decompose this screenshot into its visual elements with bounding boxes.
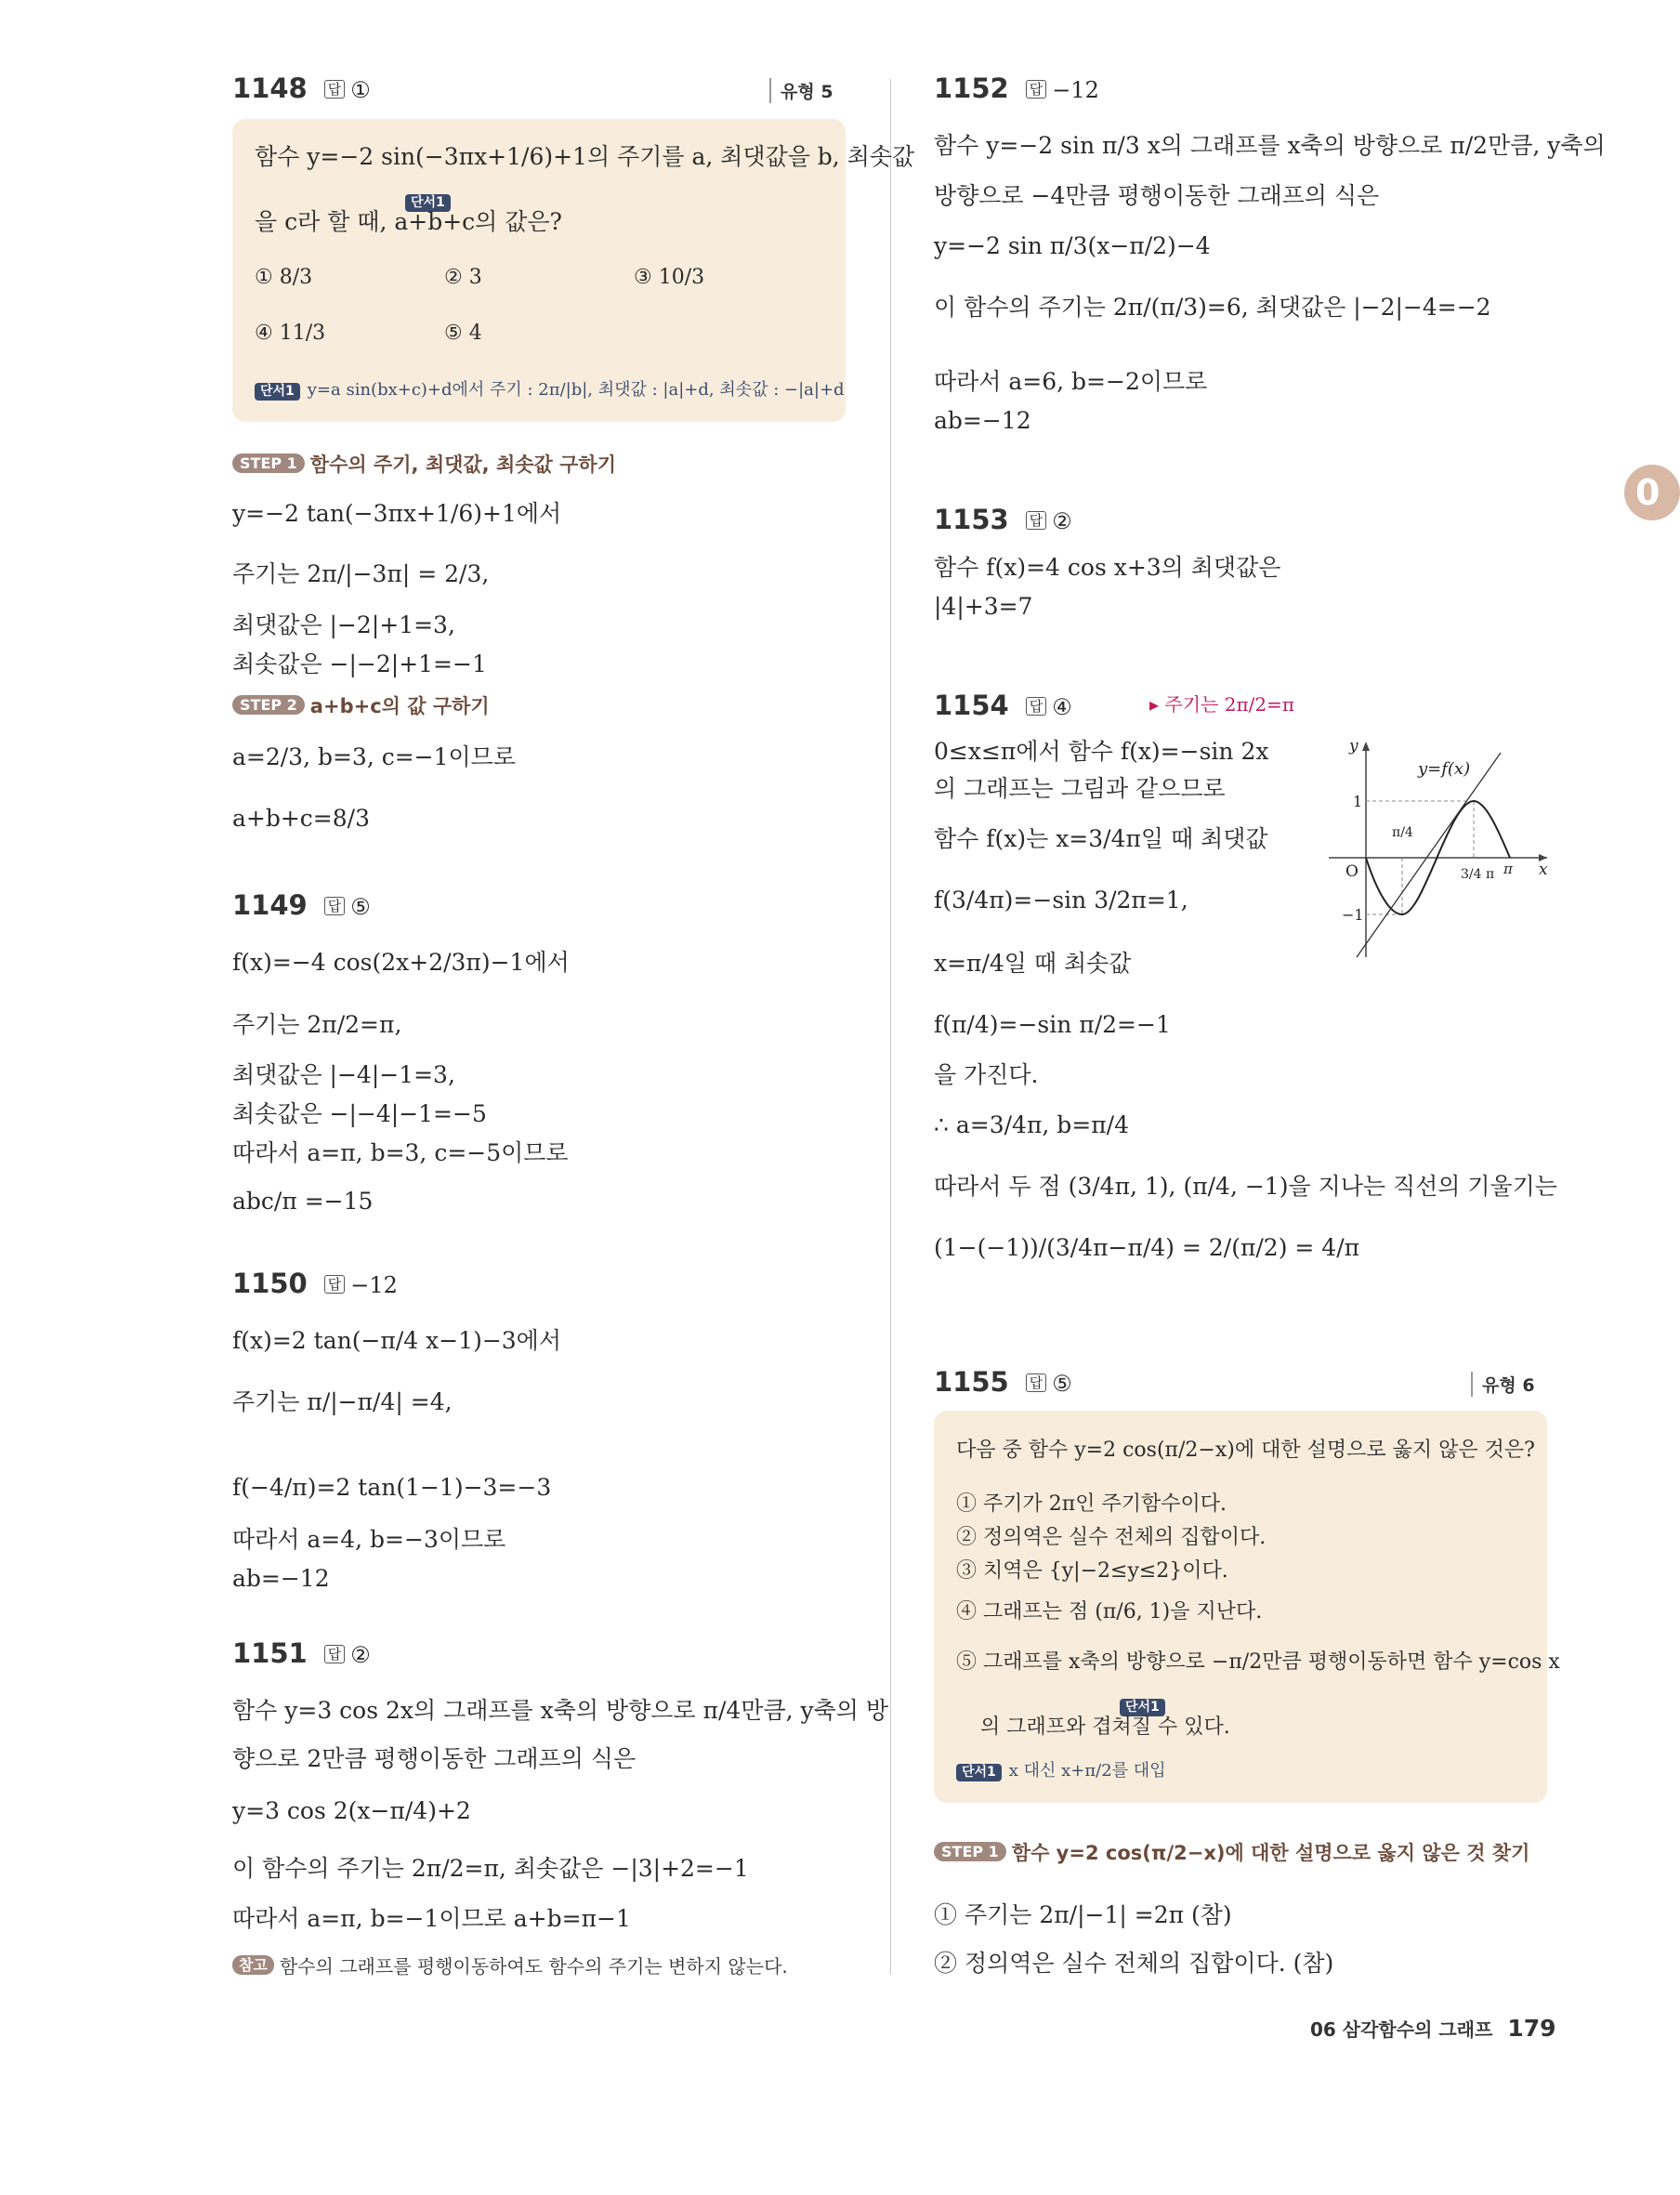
problem-header-1152: 1152 답 −12 bbox=[934, 72, 1099, 104]
option-1: ① 주기가 2π인 주기함수이다. bbox=[956, 1492, 1227, 1516]
tick-label: 3/4 π bbox=[1461, 867, 1495, 882]
option-4: ④ 그래프는 점 (π/6, 1)을 지난다. bbox=[956, 1600, 1263, 1623]
chapter-tab: 0 bbox=[1624, 465, 1680, 520]
option-3: ③ 치역은 {y|−2≤y≤2}이다. bbox=[956, 1559, 1228, 1583]
page-footer bbox=[1310, 2015, 1556, 2042]
solution-line: 주기는 π/|−π/4| =4, bbox=[232, 1388, 453, 1415]
solution-line: 따라서 두 점 (3/4π, 1), (π/4, −1)을 지나는 직선의 기울기는 bbox=[934, 1173, 1557, 1200]
solution-line: 따라서 a=π, b=−1이므로 a+b=π−1 bbox=[232, 1905, 631, 1932]
column-divider bbox=[890, 79, 891, 1975]
solution-line: 향으로 2만큼 평행이동한 그래프의 식은 bbox=[232, 1745, 637, 1772]
solution-line: ab=−12 bbox=[934, 407, 1031, 434]
solution-line: y=3 cos 2(x−π/4)+2 bbox=[232, 1797, 471, 1824]
solution-line: f(π/4)=−sin π/2=−1 bbox=[934, 1011, 1171, 1038]
solution-line: 따라서 a=6, b=−2이므로 bbox=[934, 368, 1208, 395]
solution-line: 주기는 2π/2=π, bbox=[232, 1011, 402, 1038]
solution-line: 을 가진다. bbox=[934, 1061, 1039, 1088]
option-2: ② 정의역은 실수 전체의 집합이다. bbox=[956, 1526, 1267, 1549]
solution-line: y=−2 sin π/3(x−π/2)−4 bbox=[934, 232, 1211, 259]
solution-line: 이 함수의 주기는 2π/2=π, 최솟값은 −|3|+2=−1 bbox=[232, 1855, 749, 1882]
solution-line: 최솟값은 −|−2|+1=−1 bbox=[232, 651, 487, 677]
solution-line: 최솟값은 −|−4|−1=−5 bbox=[232, 1100, 487, 1127]
y-axis-arrow bbox=[1362, 742, 1370, 751]
solution-line: abc/π =−15 bbox=[232, 1188, 374, 1215]
solution-line: 최댓값은 |−4|−1=3, bbox=[232, 1061, 455, 1088]
clue-badge: 단서1 bbox=[1120, 1699, 1165, 1716]
solution-line: f(−4/π)=2 tan(1−1)−3=−3 bbox=[232, 1474, 552, 1501]
clue-badge: 단서1 bbox=[405, 194, 451, 212]
problem-header-1151: 1151 답 ② bbox=[232, 1637, 371, 1669]
y-label: y bbox=[1349, 737, 1358, 756]
solution-line: 방향으로 −4만큼 평행이동한 그래프의 식은 bbox=[934, 182, 1380, 209]
solution-line: 함수 y=−2 sin π/3 x의 그래프를 x축의 방향으로 π/2만큼, y축의 bbox=[934, 132, 1606, 159]
page-number: 179 bbox=[1507, 2015, 1556, 2042]
type-label: 유형 6 bbox=[1471, 1372, 1535, 1397]
chapter-title: 06 삼각함수의 그래프 bbox=[1310, 2018, 1493, 2041]
problem-header-1154: 1154 답 ④ bbox=[934, 690, 1072, 721]
solution-line: 의 그래프는 그림과 같으므로 bbox=[934, 775, 1226, 802]
solution-line: f(3/4π)=−sin 3/2π=1, bbox=[934, 887, 1188, 913]
choice-2: ② 3 bbox=[444, 266, 482, 289]
solution-line: 이 함수의 주기는 2π/(π/3)=6, 최댓값은 |−2|−4=−2 bbox=[934, 294, 1491, 321]
solution-line: f(x)=2 tan(−π/4 x−1)−3에서 bbox=[232, 1327, 561, 1354]
clue-hint: 단서1 y=a sin(bx+c)+d에서 주기 : 2π/|b|, 최댓값 : |a|+d, 최솟값 : −|a|+d bbox=[255, 374, 845, 401]
solution-line: f(x)=−4 cos(2x+2/3π)−1에서 bbox=[232, 949, 570, 976]
type-label: 유형 5 bbox=[769, 78, 833, 103]
choice-4: ④ 11/3 bbox=[255, 322, 326, 345]
solution-line: 함수 f(x)=4 cos x+3의 최댓값은 bbox=[934, 554, 1281, 581]
sine-graph bbox=[1319, 734, 1552, 966]
origin-label: O bbox=[1345, 862, 1358, 881]
choice-3: ③ 10/3 bbox=[634, 266, 705, 289]
choice-5: ⑤ 4 bbox=[444, 322, 482, 345]
step-1-heading: STEP 1 함수 y=2 cos(π/2−x)에 대한 설명으로 옳지 않은 것 찾기 bbox=[934, 1838, 1529, 1866]
reference-note: 참고 함수의 그래프를 평행이동하여도 함수의 주기는 변하지 않는다. bbox=[232, 1952, 788, 1979]
tick-label: π/4 bbox=[1392, 825, 1413, 840]
problem-header-1153: 1153 답 ② bbox=[934, 504, 1072, 535]
x-label: x bbox=[1539, 861, 1548, 879]
period-note: ▸ 주기는 2π/2=π bbox=[1149, 693, 1294, 716]
solution-line: a+b+c=8/3 bbox=[232, 805, 370, 832]
problem-header-1155: 1155 답 ⑤ bbox=[934, 1366, 1072, 1398]
solution-line: y=−2 tan(−3πx+1/6)+1에서 bbox=[232, 500, 562, 527]
problem-header-1150: 1150 답 −12 bbox=[232, 1268, 398, 1299]
solution-line: 함수 y=3 cos 2x의 그래프를 x축의 방향으로 π/4만큼, y축의 방 bbox=[232, 1697, 889, 1724]
problem-header-1149: 1149 답 ⑤ bbox=[232, 889, 371, 921]
option-5-cont: 의 그래프와 겹쳐질 수 있다. bbox=[980, 1715, 1230, 1739]
option-5: ⑤ 그래프를 x축의 방향으로 −π/2만큼 평행이동하면 함수 y=cos x bbox=[956, 1650, 1560, 1674]
solution-line: x=π/4일 때 최솟값 bbox=[934, 950, 1132, 977]
slope-line bbox=[1357, 753, 1501, 957]
solution-line: 최댓값은 |−2|+1=3, bbox=[232, 611, 455, 638]
question-box-1148 bbox=[232, 119, 915, 422]
tick-label: −1 bbox=[1342, 906, 1364, 924]
tick-label: 1 bbox=[1353, 793, 1363, 810]
step-2-heading: STEP 2 a+b+c의 값 구하기 bbox=[232, 691, 490, 719]
solution-line: 따라서 a=4, b=−3이므로 bbox=[232, 1526, 506, 1553]
solution-line: 따라서 a=π, b=3, c=−5이므로 bbox=[232, 1139, 569, 1166]
choice-1: ① 8/3 bbox=[255, 266, 313, 289]
solution-line: (1−(−1))/(3/4π−π/4) = 2/(π/2) = 4/π bbox=[934, 1234, 1360, 1261]
solution-line: a=2/3, b=3, c=−1이므로 bbox=[232, 743, 516, 770]
problem-header-1148: 1148 답 ① bbox=[232, 72, 371, 104]
solution-line: |4|+3=7 bbox=[934, 593, 1033, 620]
solution-line: 함수 f(x)는 x=3/4π일 때 최댓값 bbox=[934, 825, 1268, 852]
step-1-heading: STEP 1 함수의 주기, 최댓값, 최솟값 구하기 bbox=[232, 450, 616, 478]
curve-label: y=f(x) bbox=[1418, 759, 1471, 779]
solution-line: ∴ a=3/4π, b=π/4 bbox=[934, 1111, 1129, 1138]
solution-line: ① 주기는 2π/|−1| =2π (참) bbox=[934, 1901, 1232, 1928]
question-box-1155 bbox=[934, 1411, 1560, 1803]
solution-line: 주기는 2π/|−3π| = 2/3, bbox=[232, 560, 490, 587]
solution-line: ab=−12 bbox=[232, 1565, 330, 1592]
question-text: 다음 중 함수 y=2 cos(π/2−x)에 대한 설명으로 옳지 않은 것은? bbox=[956, 1439, 1535, 1462]
question-text: 을 c라 할 때, a+b+c의 값은? bbox=[255, 208, 562, 235]
solution-line: 0≤x≤π에서 함수 f(x)=−sin 2x bbox=[934, 738, 1269, 765]
tick-label: π bbox=[1503, 861, 1513, 877]
clue-hint: 단서1 x 대신 x+π/2를 대입 bbox=[956, 1755, 1166, 1782]
question-text: 함수 y=−2 sin(−3πx+1/6)+1의 주기를 a, 최댓값을 b, 최솟값 bbox=[255, 143, 915, 170]
solution-line: ② 정의역은 실수 전체의 집합이다. (참) bbox=[934, 1950, 1334, 1977]
